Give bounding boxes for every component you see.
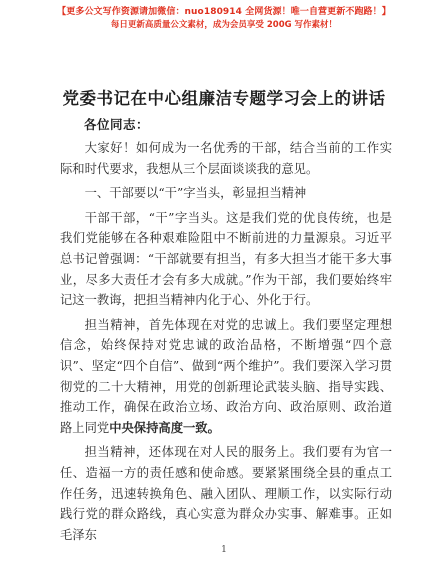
promo-banner — [0, 6, 448, 32]
document-body — [60, 138, 392, 549]
promo-banner-line1: 【更多公文写作资源请加微信：nuo180914 全网货源！唯一自营更新不跑路！】 — [57, 7, 391, 17]
emphasis-text: 中央保持高度一致。 — [109, 420, 220, 435]
promo-banner-line2: 每日更新高质量公文素材，成为会员享受 200G 写作素材！ — [110, 20, 338, 30]
document-title: 党委书记在中心组廉洁专题学习会上的讲话 — [62, 89, 386, 108]
paragraph: 干部干部，“干”字当头。这是我们党的优良传统，也是我们党能够在各种艰难险阻中不断前进的力量源泉。习近平总书记曾强调：“干部就要有担当，有多大担当才能干多大事业，尽多大责任才会有多大成就。”作为干部，我们要始终牢记这一教诲，把担当精神内化于心、外化于行。 — [60, 210, 392, 308]
paragraph: 担当精神，首先体现在对党的忠诚上。我们要坚定理想信念，始终保持对党忠诚的政治品格，不断增强“四个意识”、坚定“四个自信”、做到“两个维护”。我们要深入学习贯彻党的二十大精神，用党的创新理论武装头脑、指导实践、推动工作，确保在政治立场、政治方向、政治原则、政治道路上同党中央保持高度一致。 — [60, 317, 392, 435]
section-heading: 一、干部要以“干”字当头，彰显担当精神 — [84, 186, 307, 201]
paragraph-intro: 大家好！如何成为一名优秀的干部，结合当前的工作实际和时代要求，我想从三个层面谈谈我的意见。 — [60, 141, 392, 176]
salutation: 各位同志： — [84, 117, 150, 132]
paragraph: 担当精神，还体现在对人民的服务上。我们要有为官一任、造福一方的责任感和使命感。要紧紧围绕全县的重点工作任务，迅速转换角色、融入团队、理顺工作，以实际行动践行党的群众路线，真心实意为群众办实事、解难事。正如毛泽东 — [60, 445, 392, 542]
page-number: 1 — [221, 545, 227, 555]
